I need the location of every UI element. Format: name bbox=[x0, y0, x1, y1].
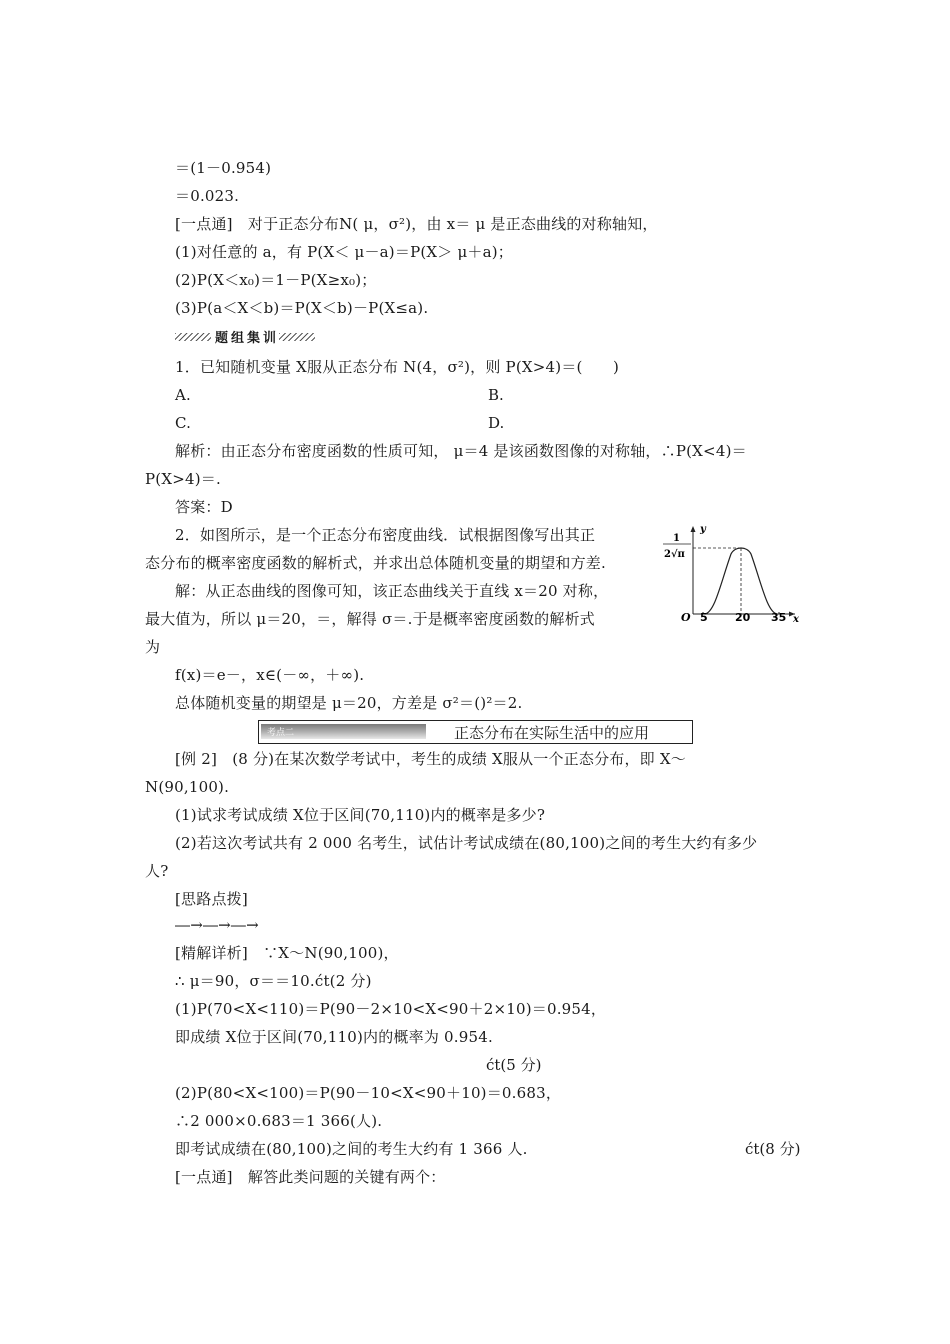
formula-line: f(x)＝e－，x∈(－∞，＋∞). bbox=[175, 666, 365, 684]
text-line: ＝0.023. bbox=[175, 187, 240, 205]
text-line: (2)P(X＜x₀)＝1－P(X≥x₀)； bbox=[175, 271, 377, 289]
text-line: [一点通] 对于正态分布N( μ，σ²)，由 x＝ μ 是正态曲线的对称轴知， bbox=[175, 215, 658, 233]
solution-line: 解析：由正态分布密度函数的性质可知， μ＝4 是该函数图像的对称轴，∴P(X<4)＝ bbox=[175, 442, 747, 460]
section-tag-label: 考点二 bbox=[267, 728, 295, 738]
option-b: B. bbox=[488, 386, 504, 404]
question-1: 1．已知随机变量 X服从正态分布 N(4，σ²)，则 P(X>4)＝( ) bbox=[175, 358, 620, 376]
option-c: C. bbox=[175, 414, 192, 432]
detail-line: (2)P(80<X<100)＝P(90－10<X<90＋10)＝0.683， bbox=[175, 1084, 562, 1102]
text-line: (3)P(a＜X＜b)＝P(X＜b)－P(X≤a). bbox=[175, 299, 429, 317]
text-line: ＝(1－0.954) bbox=[175, 159, 272, 177]
example-question: (1)试求考试成绩 X位于区间(70,110)内的概率是多少? bbox=[175, 806, 546, 824]
question-2-cont: 态分布的概率密度函数的解析式，并求出总体随机变量的期望和方差. bbox=[145, 554, 606, 572]
hatch-decoration bbox=[175, 333, 211, 341]
detail-line: 即成绩 X位于区间(70,110)内的概率为 0.954. bbox=[175, 1028, 493, 1046]
example-2-cont: N(90,100). bbox=[145, 778, 230, 796]
detail-line: 即考试成绩在(80,100)之间的考生大约有 1 366 人. bbox=[175, 1140, 528, 1158]
peak-numerator: 1 bbox=[673, 533, 680, 544]
tick-label: 5 bbox=[700, 611, 708, 622]
example-question: (2)若这次考试共有 2 000 名考生，试估计考试成绩在(80,100)之间的考生大约有多少 bbox=[175, 834, 758, 852]
y-axis-label: y bbox=[700, 524, 706, 535]
solution-line: P(X>4)＝. bbox=[145, 470, 221, 488]
normal-curve-figure bbox=[655, 522, 800, 622]
peak-denominator: 2√π bbox=[664, 549, 685, 560]
question-2: 2．如图所示，是一个正态分布密度曲线．试根据图像写出其正 bbox=[175, 526, 596, 544]
option-a: A. bbox=[175, 386, 192, 404]
origin-label: O bbox=[681, 611, 691, 622]
solution-line: 总体随机变量的期望是 μ＝20，方差是 σ²＝()²＝2. bbox=[175, 694, 523, 712]
option-d: D. bbox=[488, 414, 505, 432]
answer-line: 答案：D bbox=[175, 498, 233, 516]
x-axis-label: x bbox=[793, 614, 799, 622]
hint-arrows: ―→―→―→ bbox=[175, 916, 259, 934]
tick-label: 20 bbox=[735, 611, 751, 622]
detail-line: ∴2 000×0.683＝1 366(人). bbox=[175, 1112, 383, 1130]
hatch-decoration bbox=[279, 333, 315, 341]
score-note: ćt(8 分) bbox=[745, 1140, 801, 1158]
solution-line: 解：从正态曲线的图像可知，该正态曲线关于直线 x＝20 对称， bbox=[175, 582, 609, 600]
section-banner bbox=[175, 330, 315, 344]
example-2: [例 2] (8 分)在某次数学考试中，考生的成绩 X服从一个正态分布，即 X～ bbox=[175, 750, 686, 768]
section-tag bbox=[261, 724, 426, 739]
detail-line: (1)P(70<X<110)＝P(90－2×10<X<90＋2×10)＝0.954， bbox=[175, 1000, 607, 1018]
section-heading bbox=[258, 720, 693, 744]
section-title: 正态分布在实际生活中的应用 bbox=[454, 724, 650, 742]
tick-label: 35 bbox=[771, 611, 787, 622]
detail-line: [精解详析] ∵X～N(90,100)， bbox=[175, 944, 399, 962]
tip-line: [一点通] 解答此类问题的关键有两个： bbox=[175, 1168, 446, 1186]
solution-line: 为 bbox=[145, 638, 161, 656]
text-line: (1)对任意的 a，有 P(X＜ μ－a)＝P(X＞ μ＋a)； bbox=[175, 243, 513, 261]
solution-line: 最大值为，所以 μ＝20，＝，解得 σ＝.于是概率密度函数的解析式 bbox=[145, 610, 595, 628]
example-question-cont: 人? bbox=[145, 862, 169, 880]
hint-heading: [思路点拨] bbox=[175, 890, 248, 908]
detail-line: ∴ μ＝90，σ＝＝10.ćt(2 分) bbox=[175, 972, 372, 990]
score-note: ćt(5 分) bbox=[486, 1056, 542, 1074]
banner-label: 题组集训 bbox=[215, 331, 280, 346]
